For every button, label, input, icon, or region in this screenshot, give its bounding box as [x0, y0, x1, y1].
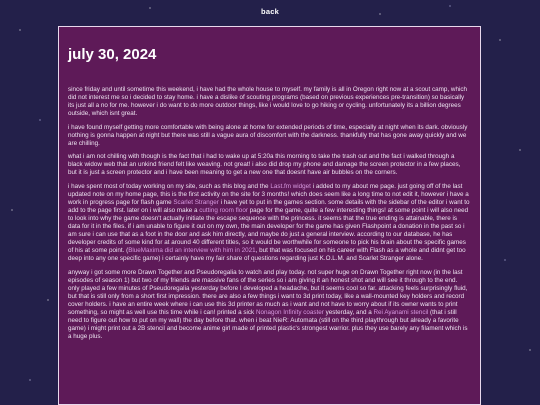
scarlet-stranger-link[interactable]: Scarlet Stranger	[173, 199, 219, 207]
paragraph-2: i have found myself getting more comfortable with being alone at home for extended periods of time, especially at night when its dark. obviously nothing is gonna happen at night but there was still a vague aura of discomfort with the darkness. thankfully that has gone away quickly and we are chilling.	[68, 123, 468, 147]
post-body	[68, 86, 470, 341]
paragraph-4-text: i have spent most of today working on my site, such as this blog and the	[68, 182, 271, 190]
blog-post-panel	[58, 26, 481, 405]
top-nav	[0, 0, 540, 26]
paragraph-4-text: i added to my about me page. just going off of the last updated note on my home page, this is the first activity on the site for 3 months! which does seem like a long time to not edit it, however i have a work in progress page for flash game	[68, 182, 469, 207]
paragraph-5-text: yesterday, and a	[323, 309, 374, 317]
post-title: july 30, 2024	[68, 46, 157, 63]
rei-stencil-link[interactable]: Rei Ayanami stencil	[373, 309, 429, 317]
interview-link[interactable]: BlueMaxima did an interview with him in 2021	[128, 247, 256, 255]
paragraph-3: what i am not chilling with though is the fact that i had to wake up at 5:20a this morning to take the trash out and the fact i walked through a black widow web that an unkind friend felt like weaving. not great! i also did drop my phone and damage the screen protector in a few places, but it is just a screen protector and i have been meaning to get a new one that doesnt have air bubbles on the corners.	[68, 153, 461, 177]
paragraph-5	[68, 269, 470, 341]
paragraph-5-text: anyway i got some more Drawn Together and Pseudoregalia to watch and play today. not super huge on Drawn Together right now (in the last episodes of season 1) but two of my friends are massive fans of the series so i am giving it an honest shot and will see it through to the end. only played a few minutes of Pseudoregalia yesterday before I developed a headache, but it seems cool so far. attacking feels surprisingly fluid, but that is still only from a short first impression. there are also a few things i want to 3d print today, like a wall-mounted key holders and record cover holders. i have an entire week where i can use this 3d printer as much as i want and not have to worry about if its owner wants to print something, so might as well use this time while i can! printed a sick	[68, 268, 468, 317]
paragraph-4-text: , but that was focused on his career with Flash as a whole and didnt get too deep into any one specific game) i certainly have my fair share of questions regarding just K.O.L.M. and Scarlet Stranger alone.	[68, 247, 466, 263]
lastfm-widget-link[interactable]: Last.fm widget	[270, 182, 311, 190]
nonagon-coaster-link[interactable]: Nonagon Infinity coaster	[255, 309, 324, 317]
paragraph-4	[68, 183, 470, 263]
paragraph-4-text: i have yet to put in the games section. some details with the sidebar of the editor i want to add to the page first. later on i will also make a	[68, 199, 470, 215]
paragraph-5-text: (that i still need to figure out how to put on my wall) the day before that. when i beat NieR: Automata (still on the third playthrough but already a favorite game) i might print out a 2B stencil and become anime girl made of printed plastic's strongest warrior. plus they use barely any filament which is a huge plus.	[68, 309, 468, 341]
back-link[interactable]: back	[261, 7, 279, 16]
cutting-room-floor-link[interactable]: cutting room floor	[199, 207, 248, 215]
paragraph-4-text: page for the game, quite a few interesting things! at some point i will also need to look into why the game doesn't actually initiate the escape sequence with the princess. it seems that the true ending is attainable, there is data for it in the files. if i am unable to figure it out on my own, the main developer for the game has given Flashpoint a donation in the past so i am sure i can use that as a foot in the door and ask him directly, and maybe do just a general interview. according to our database, he has developer credits of some kind for at around 40 different titles, so it would be worthwhile for someone to pick his brain about the specific games of his at some point. (	[68, 207, 469, 255]
paragraph-1: since friday and until sometime this weekend, i have had the whole house to myself. my family is all in Oregon right now at a scout camp, which did not interest me so i decided to stay home. i have a dislike of scouting programs (based on previous experiences pre-transition) so basically its just all a no for me. however i do want to do more outdoor things, like i would love to go hiking or cycling. unfortunately its a billion degrees outside, which isnt great.	[68, 86, 467, 118]
